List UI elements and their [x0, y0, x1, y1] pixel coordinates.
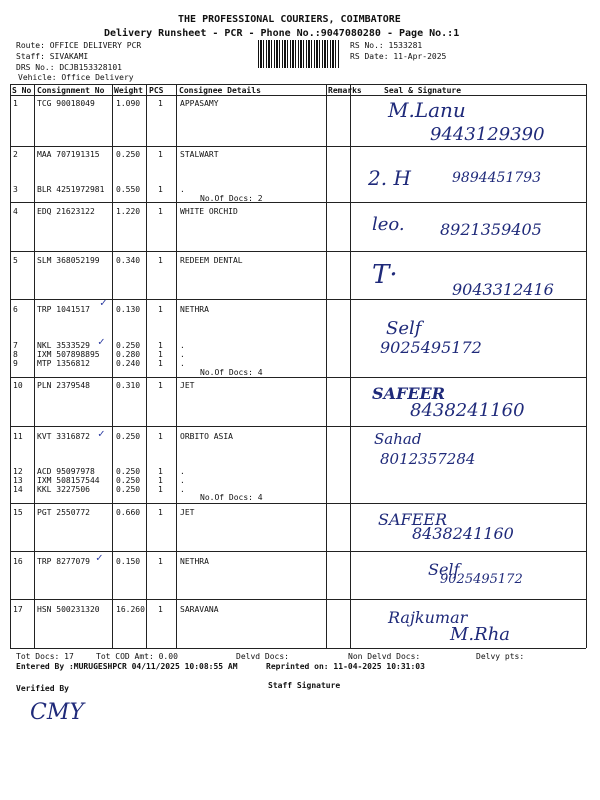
verifier-signature: CMY: [30, 700, 84, 725]
runsheet-title: Delivery Runsheet - PCR - Phone No.:9047080280 - Page No.:1: [104, 28, 460, 39]
handwritten-signature: Self: [428, 560, 460, 579]
handwritten-phone: 8012357284: [380, 450, 476, 468]
staff-label: Staff: SIVAKAMI: [16, 52, 89, 61]
col-consignee: Consignee Details: [179, 86, 261, 95]
col-signature: Seal & Signature: [384, 86, 462, 95]
non-delivered-docs: Non Delvd Docs:: [348, 652, 421, 661]
handwritten-phone: 9894451793: [452, 170, 542, 186]
col-remarks: Remarks: [328, 86, 362, 95]
check-mark-icon: ✓: [98, 427, 105, 440]
verified-by-label: Verified By: [16, 684, 69, 693]
delivered-docs: Delvd Docs:: [236, 652, 289, 661]
total-docs: Tot Docs: 17: [16, 652, 74, 661]
handwritten-signature: leo.: [372, 214, 405, 235]
rs-date: RS Date: 11-Apr-2025: [350, 52, 447, 61]
total-cod: Tot COD Amt: 0.00: [96, 652, 178, 661]
rs-number: RS No.: 1533281: [350, 41, 423, 50]
col-weight: Weight: [114, 86, 143, 95]
check-mark-icon: ✓: [98, 335, 105, 348]
handwritten-phone: 8921359405: [440, 220, 542, 239]
docs-count: No.Of Docs: 4: [200, 368, 263, 377]
handwritten-signature: M.Lanu: [388, 98, 466, 122]
check-mark-icon: ✓: [96, 551, 103, 564]
col-pcs: PCS: [149, 86, 164, 95]
handwritten-phone: 9443129390: [430, 124, 545, 145]
route-label: Route: OFFICE DELIVERY PCR: [16, 41, 142, 50]
delivery-points: Delvy pts:: [476, 652, 525, 661]
col-consignment: Consignment No: [37, 86, 105, 95]
drs-number: DRS No.: DCJB153328101: [16, 63, 122, 72]
handwritten-phone: 8438241160: [412, 524, 514, 543]
company-name: THE PROFESSIONAL COURIERS, COIMBATORE: [178, 14, 401, 25]
handwritten-signature: M.Rha: [450, 624, 511, 645]
col-sno: S No: [12, 86, 32, 95]
check-mark-icon: ✓: [100, 296, 107, 309]
vehicle-label: Vehicle: Office Delivery: [18, 73, 134, 82]
handwritten-signature: Self: [386, 318, 422, 339]
handwritten-phone: 9043312416: [452, 280, 554, 299]
handwritten-phone: 9025495172: [440, 572, 523, 587]
docs-count: No.Of Docs: 4: [200, 493, 263, 502]
handwritten-signature: 2. H: [368, 166, 411, 190]
staff-signature-label: Staff Signature: [268, 681, 341, 690]
handwritten-phone: 9025495172: [380, 338, 482, 357]
docs-count: No.Of Docs: 2: [200, 194, 263, 203]
reprinted-on: Reprinted on: 11-04-2025 10:31:03: [266, 662, 425, 671]
handwritten-signature: Rajkumar: [388, 608, 468, 627]
entered-by: Entered By :MURUGESHPCR 04/11/2025 10:08:55 AM: [16, 662, 238, 671]
handwritten-signature-mark: T·: [372, 260, 398, 290]
handwritten-signature: Sahad: [374, 430, 422, 448]
handwritten-signature: SAFEER: [378, 510, 448, 529]
handwritten-phone: 8438241160: [410, 400, 525, 421]
handwritten-signature: SAFEER: [372, 384, 446, 403]
barcode: [258, 40, 340, 68]
